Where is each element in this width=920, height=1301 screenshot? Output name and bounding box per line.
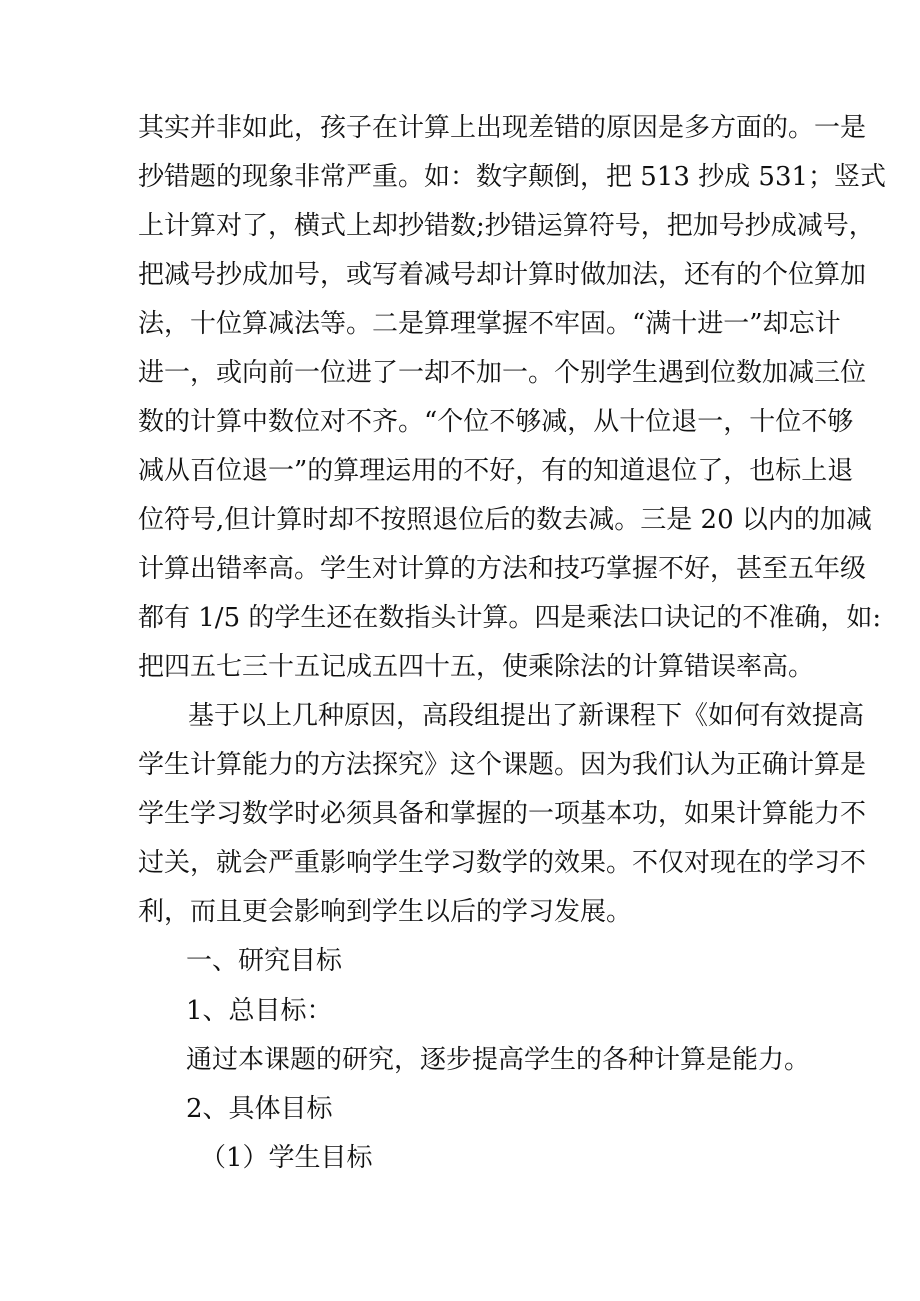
subsubsection-heading: （1）学生目标 (200, 1143, 373, 1173)
text-line: 抄错题的现象非常严重。如：数字颠倒，把 513 抄成 531；竖式 (138, 162, 887, 192)
text-line: 位符号,但计算时却不按照退位后的数去减。三是 20 以内的加减 (138, 505, 872, 535)
text-line: 数的计算中数位对不齐。“个位不够减，从十位退一，十位不够 (138, 407, 854, 437)
text-line: 上计算对了，横式上却抄错数;抄错运算符号，把加号抄成减号， (138, 211, 875, 241)
text-line: 把减号抄成加号，或写着减号却计算时做加法，还有的个位算加 (138, 260, 867, 290)
text-line: 都有 1/5 的学生还在数指头计算。四是乘法口诀记的不准确，如: (138, 603, 882, 633)
text-line: 法，十位算减法等。二是算理掌握不牢固。“满十进一”却忘计 (138, 309, 841, 339)
subsection-heading: 2、具体目标 (186, 1094, 333, 1124)
text-line: 计算出错率高。学生对计算的方法和技巧掌握不好，甚至五年级 (138, 554, 867, 584)
text-line: 利，而且更会影响到学生以后的学习发展。 (138, 897, 633, 927)
text-line: 进一，或向前一位进了一却不加一。个别学生遇到位数加减三位 (138, 358, 867, 388)
text-line: 其实并非如此，孩子在计算上出现差错的原因是多方面的。一是 (138, 113, 867, 143)
goal-text: 通过本课题的研究，逐步提高学生的各种计算是能力。 (186, 1045, 811, 1075)
section-heading: 一、研究目标 (186, 946, 343, 976)
text-line: 基于以上几种原因，高段组提出了新课程下《如何有效提高 (188, 701, 865, 731)
text-line: 学生学习数学时必须具备和掌握的一项基本功，如果计算能力不 (138, 799, 867, 829)
text-line: 学生计算能力的方法探究》这个课题。因为我们认为正确计算是 (138, 750, 867, 780)
text-line: 过关，就会严重影响学生学习数学的效果。不仅对现在的学习不 (138, 848, 867, 878)
text-line: 减从百位退一”的算理运用的不好，有的知道退位了，也标上退 (138, 456, 854, 486)
subsection-heading: 1、总目标： (186, 996, 333, 1026)
text-line: 把四五七三十五记成五四十五，使乘除法的计算错误率高。 (138, 652, 815, 682)
